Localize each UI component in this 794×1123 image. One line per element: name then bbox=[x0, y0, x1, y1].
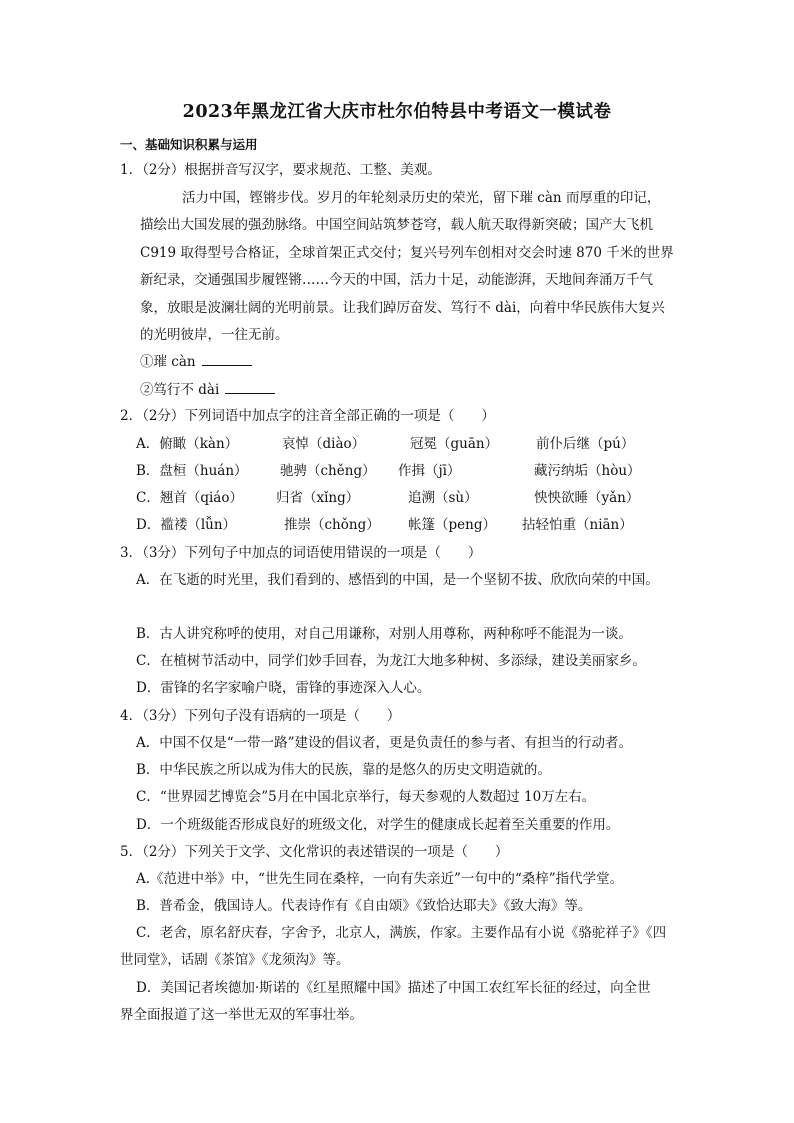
q5-option-a: A.《范进中举》中，“世先生同在桑梓，一向有失亲近”一句中的“桑梓”指代学堂。 bbox=[136, 871, 624, 887]
section-heading: 一、基础知识积累与运用 bbox=[120, 137, 258, 152]
passage-line: C919 取得型号合格证，全球首架正式交付；复兴号列车创相对交会时速 870 千米的世界 bbox=[140, 245, 674, 261]
passage-line: 新纪录，交通强国步履铿锵……今天的中国，活力十足，动能澎湃，天地间奔涌万千气 bbox=[140, 272, 653, 288]
q2-option-d-4: 拈轻怕重（niān） bbox=[522, 517, 633, 533]
q3-option-b: B．古人讲究称呼的使用，对自己用谦称，对别人用尊称，两种称呼不能混为一谈。 bbox=[136, 626, 632, 642]
blank-label: ②笃行不 dài bbox=[140, 382, 220, 398]
passage-line: 象，放眼是波澜壮阔的光明前景。让我们踔厉奋发、笃行不 dài，向着中华民族伟大复兴 bbox=[140, 300, 665, 316]
q2-option-a-2: 哀悼（diào） bbox=[282, 436, 366, 452]
q4-option-d: D．一个班级能否形成良好的班级文化，对学生的健康成长起着至关重要的作用。 bbox=[136, 817, 620, 833]
answer-blank-1[interactable] bbox=[140, 352, 252, 372]
q5-option-c-cont: 世同堂》，话剧《茶馆》《龙须沟》等。 bbox=[120, 952, 350, 968]
question-1-stem: 1．（2分）根据拼音写汉字，要求规范、工整、美观。 bbox=[120, 162, 441, 178]
passage-line: 描绘出大国发展的强劲脉络。中国空间站筑梦苍穹，载人航天取得新突破；国产大飞机 bbox=[140, 217, 653, 233]
answer-blank-2[interactable] bbox=[140, 380, 275, 400]
question-2-stem: 2．（2分）下列词语中加点字的注音全部正确的一项是（ ） bbox=[120, 408, 495, 424]
q5-option-b: B．普希金，俄国诗人。代表诗作有《自由颂》《致恰达耶夫》《致大海》等。 bbox=[136, 898, 592, 914]
q5-option-d: D．美国记者埃德加·斯诺的《红星照耀中国》描述了中国工农红军长征的经过，向全世 bbox=[136, 980, 651, 996]
q4-option-c: C．“世界园艺博览会”5月在中国北京举行，每天参观的人数超过 10万左右。 bbox=[136, 789, 596, 805]
q4-option-a: A．中国不仅是“一带一路”建设的倡议者，更是负责任的参与者、有担当的行动者。 bbox=[136, 735, 633, 751]
q4-option-b: B．中华民族之所以成为伟大的民族，靠的是悠久的历史文明造就的。 bbox=[136, 762, 551, 778]
q2-option-b-2: 驰骋（chěng） bbox=[280, 463, 376, 479]
passage-line: 活力中国，铿锵步伐。岁月的年轮刻录历史的荣光，留下璀 càn 而厚重的印记， bbox=[182, 190, 661, 206]
q2-option-b-3: 作揖（jī） bbox=[398, 463, 461, 479]
q2-option-a-1: A．俯瞰（kàn） bbox=[136, 436, 239, 452]
q3-option-a: A．在飞逝的时光里，我们看到的、感悟到的中国，是一个坚韧不拔、欣欣向荣的中国。 bbox=[136, 572, 659, 588]
q2-option-d-2: 推崇（chǒng） bbox=[284, 517, 380, 533]
q2-option-c-3: 追溯（sù） bbox=[408, 490, 478, 506]
q2-option-a-3: 冠冕（guān） bbox=[410, 436, 499, 452]
blank-line bbox=[202, 352, 252, 366]
q5-option-c: C．老舍，原名舒庆春，字舍予，北京人，满族，作家。主要作品有小说《骆驼祥子》《四 bbox=[136, 925, 667, 941]
q2-option-d-3: 帐篷（peng） bbox=[408, 517, 496, 533]
q3-option-c: C．在植树节活动中，同学们妙手回春，为龙江大地多种树、多添绿，建设美丽家乡。 bbox=[136, 653, 646, 669]
question-3-stem: 3．（3分）下列句子中加点的词语使用错误的一项是（ ） bbox=[120, 545, 482, 561]
question-5-stem: 5．（2分）下列关于文学、文化常识的表述错误的一项是（ ） bbox=[120, 844, 509, 860]
blank-line bbox=[225, 380, 275, 394]
q3-option-d: D．雷锋的名字家喻户晓，雷锋的事迹深入人心。 bbox=[136, 680, 431, 696]
q2-option-a-4: 前仆后继（pú） bbox=[536, 436, 635, 452]
q2-option-b-4: 藏污纳垢（hòu） bbox=[534, 463, 641, 479]
q5-option-d-cont: 界全面报道了这一举世无双的军事壮举。 bbox=[120, 1007, 363, 1023]
q2-option-d-1: D．褴褛（lǚn） bbox=[136, 517, 237, 533]
question-4-stem: 4．（3分）下列句子没有语病的一项是（ ） bbox=[120, 708, 401, 724]
q2-option-c-1: C．翘首（qiáo） bbox=[136, 490, 243, 506]
passage-line: 的光明彼岸，一往无前。 bbox=[140, 327, 289, 343]
q2-option-b-1: B．盘桓（huán） bbox=[136, 463, 248, 479]
blank-label: ①璀 càn bbox=[140, 354, 196, 370]
q2-option-c-2: 归省（xǐng） bbox=[276, 490, 360, 506]
q2-option-c-4: 怏怏欲睡（yǎn） bbox=[534, 490, 640, 506]
page-title: 2023年黑龙江省大庆市杜尔伯特县中考语文一模试卷 bbox=[182, 102, 612, 122]
